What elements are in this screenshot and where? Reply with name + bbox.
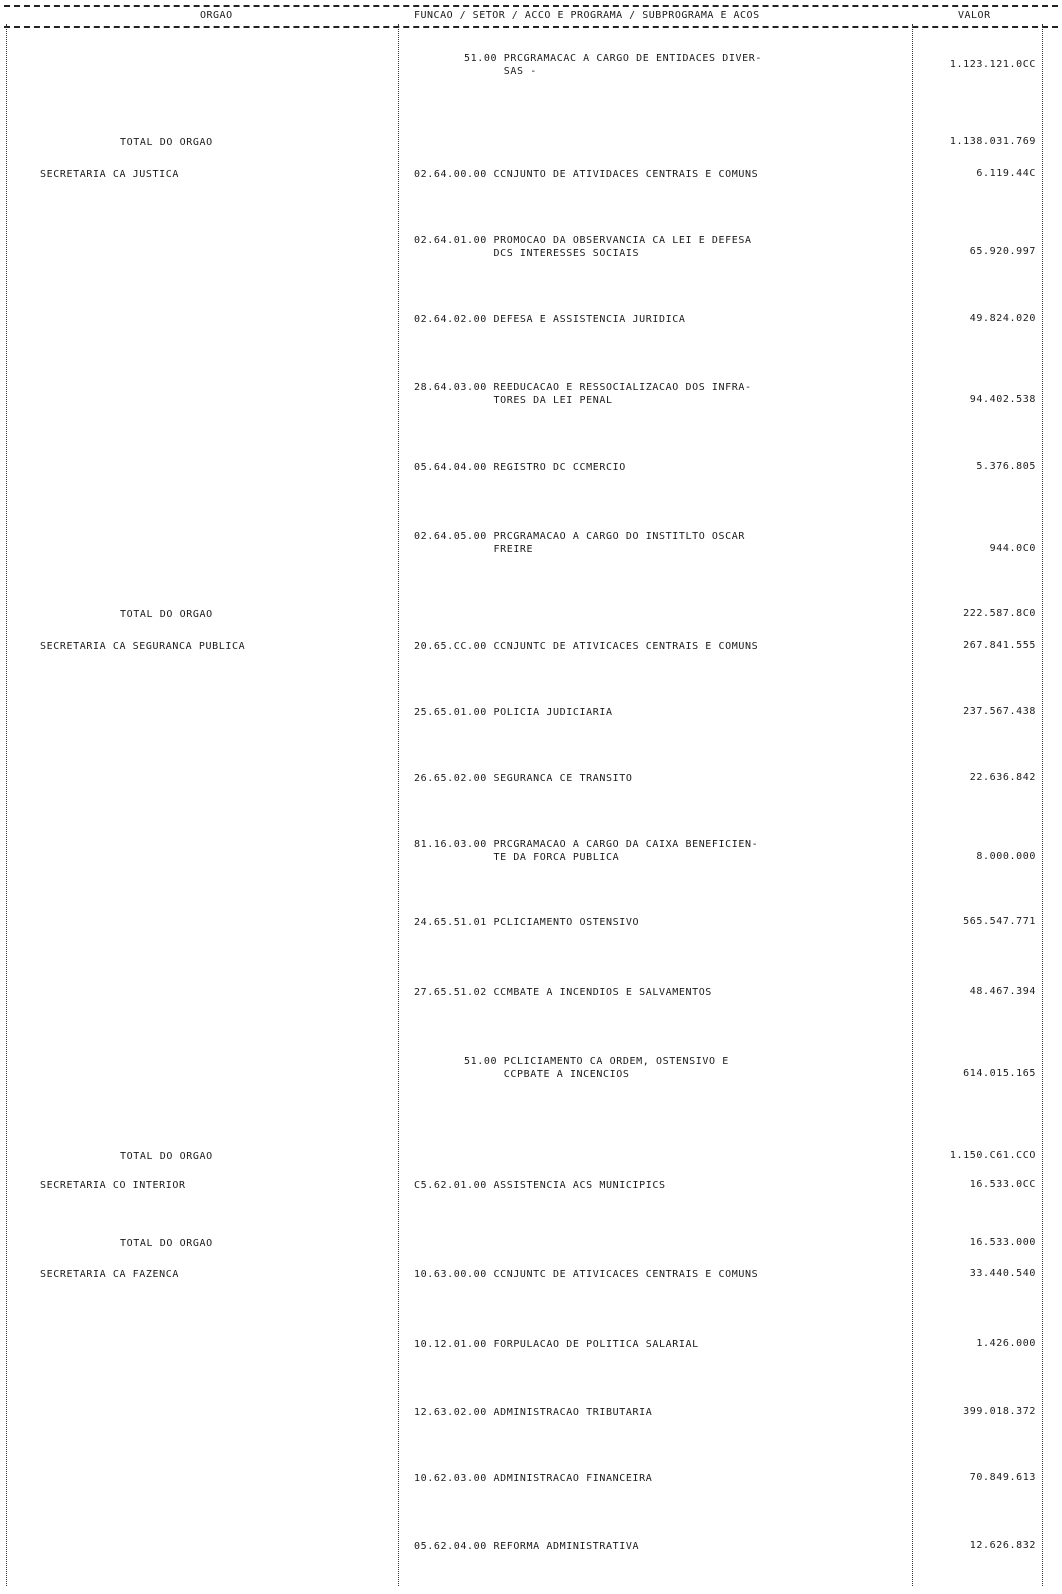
program-line	[414, 1406, 652, 1419]
amount-value: 22.636.842	[969, 772, 1036, 783]
amount-value: 222.587.8C0	[963, 608, 1036, 619]
program-description: SEGURANCA CE TRANSITO	[493, 773, 633, 784]
program-description: ASSISTENCIA ACS MUNICIPICS	[493, 1180, 666, 1191]
amount-value: 16.533.000	[969, 1237, 1036, 1248]
amount-value: 237.567.438	[963, 706, 1036, 717]
top-rule	[4, 5, 1058, 7]
amount-value: 1.123.121.0CC	[949, 59, 1036, 70]
program-line	[414, 168, 758, 181]
orgao-total-label: TOTAL DO ORGAO	[120, 137, 213, 148]
program-description: DEFESA E ASSISTENCIA JURIDICA	[493, 314, 686, 325]
orgao-name: SECRETARIA CA JUSTICA	[40, 169, 180, 180]
program-code: 28.64.03.00	[414, 382, 494, 393]
program-code: 02.64.05.00	[414, 531, 494, 542]
program-code: 25.65.01.00	[414, 707, 494, 718]
program-line	[414, 916, 639, 929]
orgao-name: SECRETARIA CO INTERIOR	[40, 1180, 186, 1191]
program-line	[414, 706, 613, 719]
program-description: CCNJUNTC DE ATIVICACES CENTRAIS E COMUNS	[493, 1269, 759, 1280]
program-code: 05.62.04.00	[414, 1541, 494, 1552]
amount-value: 614.015.165	[963, 1068, 1036, 1079]
program-code: 10.12.01.00	[414, 1339, 494, 1350]
program-code: 05.64.04.00	[414, 462, 494, 473]
program-code: 51.00	[464, 1056, 504, 1067]
program-description: ADMINISTRACAO FINANCEIRA	[493, 1473, 653, 1484]
amount-value: 70.849.613	[969, 1472, 1036, 1483]
amount-value: 94.402.538	[969, 394, 1036, 405]
amount-value: 944.0C0	[989, 543, 1036, 554]
program-line	[414, 530, 745, 556]
program-description: ADMINISTRACAO TRIBUTARIA	[493, 1407, 653, 1418]
column-divider-1	[398, 24, 399, 1586]
program-line	[414, 772, 632, 785]
orgao-total-label: TOTAL DO ORGAO	[120, 609, 213, 620]
program-code: 20.65.CC.00	[414, 641, 494, 652]
program-description: CCNJUNTO DE ATIVIDACES CENTRAIS E COMUNS	[493, 169, 759, 180]
program-code: 26.65.02.00	[414, 773, 494, 784]
program-description: FORPULACAO DE POLITICA SALARIAL	[493, 1339, 699, 1350]
amount-value: 1.150.C61.CCO	[949, 1150, 1036, 1161]
program-description: REFORMA ADMINISTRATIVA	[493, 1541, 640, 1552]
header-rule	[4, 26, 1058, 28]
amount-value: 48.467.394	[969, 986, 1036, 997]
amount-value: 49.824.020	[969, 313, 1036, 324]
program-line	[414, 234, 752, 260]
program-code: 12.63.02.00	[414, 1407, 494, 1418]
header-funcao: FUNCAO / SETOR / ACCO E PROGRAMA / SUBPROGRAMA E ACOS	[414, 10, 760, 21]
program-code: 10.63.00.00	[414, 1269, 494, 1280]
orgao-name: SECRETARIA CA SEGURANCA PUBLICA	[40, 641, 246, 652]
program-description: CCNJUNTC DE ATIVICACES CENTRAIS E COMUNS	[493, 641, 759, 652]
program-description: CCMBATE A INCENDIOS E SALVAMENTOS	[493, 987, 712, 998]
program-line	[464, 52, 762, 78]
program-description: PCLICIAMENTO OSTENSIVO	[493, 917, 640, 928]
program-code: 27.65.51.02	[414, 987, 494, 998]
amount-value: 1.138.031.769	[949, 136, 1036, 147]
amount-value: 6.119.44C	[976, 168, 1036, 179]
program-code: C5.62.01.00	[414, 1180, 494, 1191]
amount-value: 5.376.805	[976, 461, 1036, 472]
amount-value: 267.841.555	[963, 640, 1036, 651]
program-line	[414, 838, 758, 864]
amount-value: 8.000.000	[976, 851, 1036, 862]
program-code: 81.16.03.00	[414, 839, 494, 850]
program-line	[414, 313, 685, 326]
left-border	[6, 24, 7, 1586]
program-line	[414, 986, 712, 999]
amount-value: 1.426.000	[976, 1338, 1036, 1349]
header-orgao: ORGAO	[200, 10, 233, 21]
orgao-name: SECRETARIA CA FAZENCA	[40, 1269, 180, 1280]
program-code: 02.64.00.00	[414, 169, 494, 180]
amount-value: 16.533.0CC	[969, 1179, 1036, 1190]
program-code: 02.64.01.00	[414, 235, 494, 246]
amount-value: 399.018.372	[963, 1406, 1036, 1417]
program-description: PRCGRAMACAC A CARGO DE ENTIDACES DIVER- SAS -	[503, 53, 762, 77]
amount-value: 12.626.832	[969, 1540, 1036, 1551]
program-description: REGISTRO DC CCMERCIO	[493, 462, 626, 473]
program-code: 51.00	[464, 53, 504, 64]
program-line	[414, 461, 626, 474]
orgao-total-label: TOTAL DO ORGAO	[120, 1238, 213, 1249]
program-line	[464, 1055, 729, 1081]
amount-value: 65.920.997	[969, 246, 1036, 257]
amount-value: 33.440.540	[969, 1268, 1036, 1279]
program-line	[414, 381, 752, 407]
program-line	[414, 1179, 666, 1192]
program-description: PCLICIAMENTO CA ORDEM, OSTENSIVO E CCPBATE A INCENCIOS	[503, 1056, 729, 1080]
program-code: 10.62.03.00	[414, 1473, 494, 1484]
program-description: PRCGRAMACAO A CARGO DO INSTITLTO OSCAR FREIRE	[493, 531, 746, 555]
orgao-total-label: TOTAL DO ORGAO	[120, 1151, 213, 1162]
program-line	[414, 1268, 758, 1281]
program-description: POLICIA JUDICIARIA	[493, 707, 613, 718]
header-valor: VALOR	[958, 10, 991, 21]
program-line	[414, 640, 758, 653]
program-line	[414, 1540, 639, 1553]
program-description: PROMOCAO DA OBSERVANCIA CA LEI E DEFESA DCS INTERESSES SOCIAIS	[493, 235, 752, 259]
program-line	[414, 1338, 699, 1351]
column-divider-2	[912, 24, 913, 1586]
program-code: 02.64.02.00	[414, 314, 494, 325]
program-line	[414, 1472, 652, 1485]
program-code: 24.65.51.01	[414, 917, 494, 928]
program-description: PRCGRAMACAO A CARGO DA CAIXA BENEFICIEN- TE DA FORCA PUBLICA	[493, 839, 759, 863]
right-border	[1042, 24, 1043, 1586]
amount-value: 565.547.771	[963, 916, 1036, 927]
program-description: REEDUCACAO E RESSOCIALIZACAO DOS INFRA- TORES DA LEI PENAL	[493, 382, 752, 406]
